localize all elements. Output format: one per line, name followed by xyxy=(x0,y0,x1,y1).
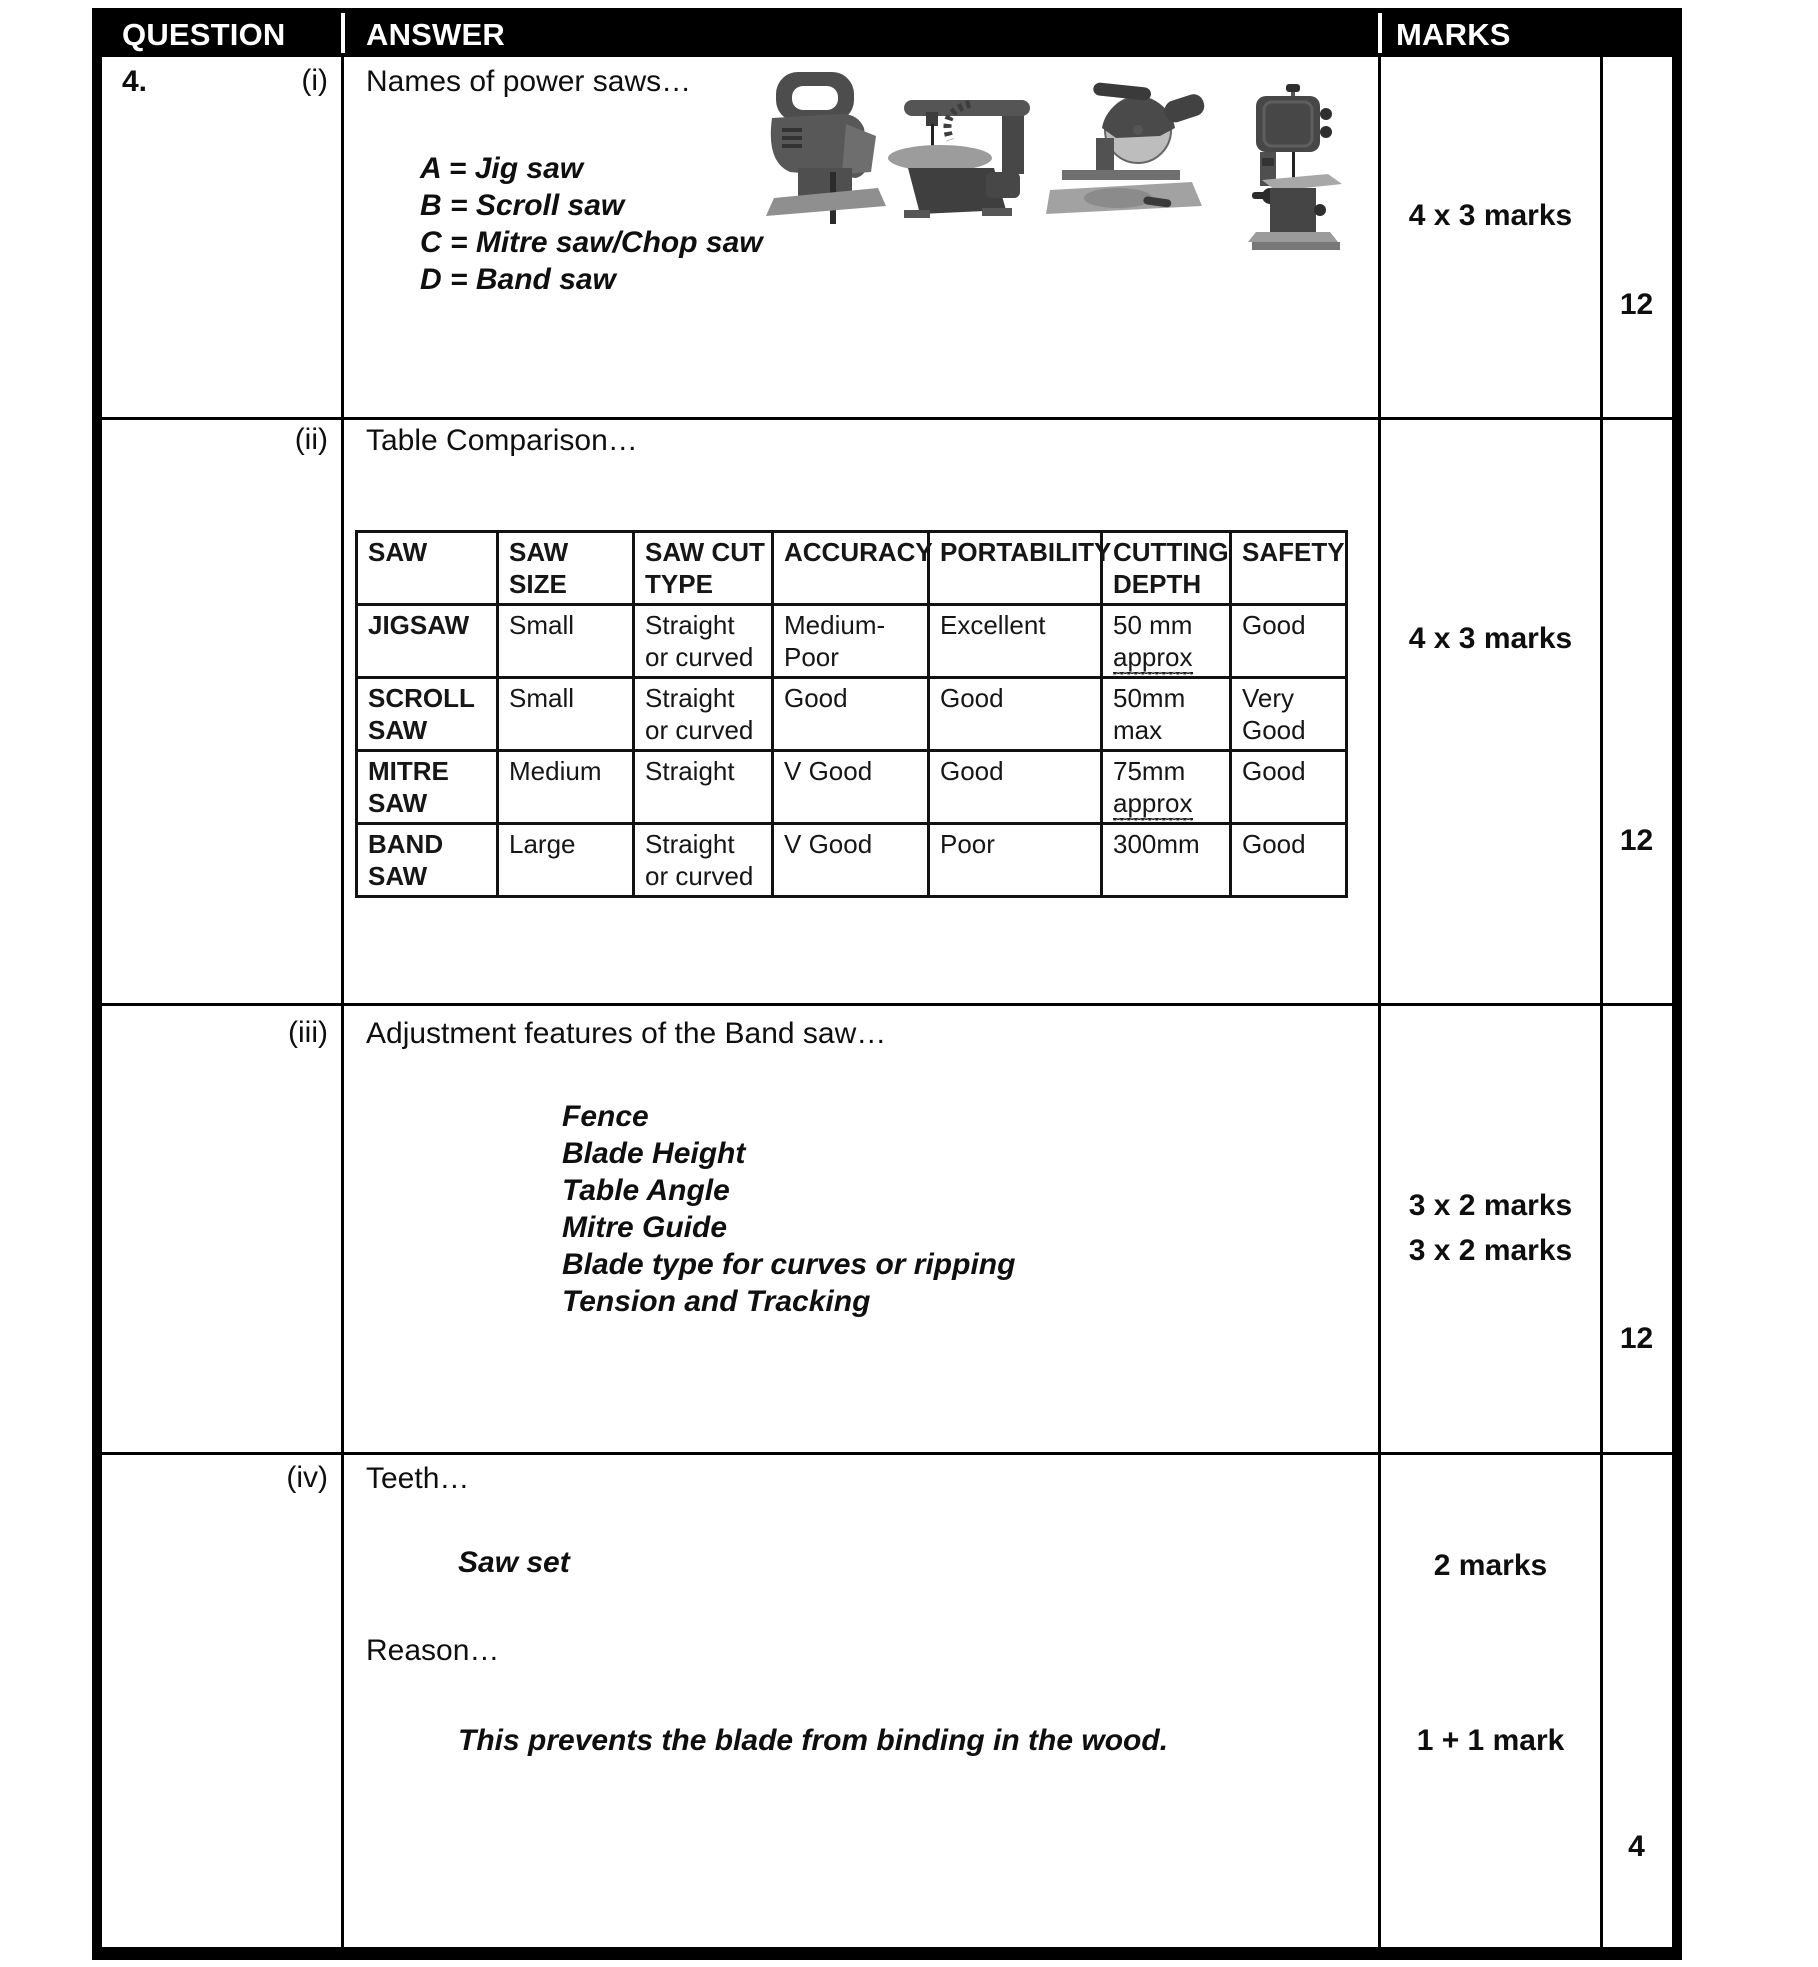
comparison-cell: V Good xyxy=(773,824,929,897)
column-divider-answer-marks xyxy=(1378,57,1381,1947)
row-divider xyxy=(102,1452,1672,1455)
marks-i: 4 x 3 marks xyxy=(1408,199,1573,232)
marks-line: 3 x 2 marks xyxy=(1408,1189,1573,1222)
scroll-saw-image xyxy=(874,82,1052,228)
comparison-cell: 75mm approx xyxy=(1102,751,1231,824)
answer-intro-iv: Teeth… xyxy=(366,1462,470,1495)
answer-intro-iii: Adjustment features of the Band saw… xyxy=(366,1017,887,1050)
answer-intro-ii: Table Comparison… xyxy=(366,424,638,457)
total-iv: 4 xyxy=(1628,1830,1645,1863)
comparison-cell: Straight or curved xyxy=(634,824,773,897)
comparison-cell: SCROLL SAW xyxy=(357,678,498,751)
header-marks: MARKS xyxy=(1396,17,1511,52)
comparison-cell: Good xyxy=(929,678,1102,751)
header-question: QUESTION xyxy=(122,17,286,52)
jigsaw-image xyxy=(738,66,890,244)
mitre-saw-icon xyxy=(1044,74,1206,230)
marks-iv-reason: 1 + 1 mark xyxy=(1416,1724,1565,1757)
comparison-header-cell: ACCURACY xyxy=(773,532,929,605)
answer-item: D = Band saw xyxy=(420,263,616,296)
marks-iv-teeth: 2 marks xyxy=(1433,1549,1548,1582)
column-divider-question-answer xyxy=(341,57,344,1947)
comparison-header-row xyxy=(357,532,1347,605)
header-divider-gap xyxy=(341,13,345,53)
answer-item: B = Scroll saw xyxy=(420,189,625,222)
teeth-answer: Saw set xyxy=(458,1546,570,1579)
comparison-cell: Good xyxy=(929,751,1102,824)
comparison-cell: Straight xyxy=(634,751,773,824)
comparison-row xyxy=(357,751,1347,824)
mitre-saw-image xyxy=(1044,74,1206,230)
answer-item: Blade type for curves or ripping xyxy=(562,1248,1016,1281)
comparison-cell: BAND SAW xyxy=(357,824,498,897)
comparison-cell: Poor xyxy=(929,824,1102,897)
answer-item: Blade Height xyxy=(562,1137,746,1170)
comparison-header-cell: CUTTING DEPTH xyxy=(1102,532,1231,605)
column-divider-marks-total xyxy=(1600,57,1603,1947)
comparison-cell: 50mm max xyxy=(1102,678,1231,751)
approx-underlined-text: approx xyxy=(1113,642,1193,672)
jigsaw-icon xyxy=(738,66,890,244)
comparison-header-cell: PORTABILITY xyxy=(929,532,1102,605)
comparison-cell: Small xyxy=(498,678,634,751)
comparison-cell: Good xyxy=(773,678,929,751)
question-number: 4. xyxy=(122,65,148,98)
comparison-row xyxy=(357,678,1347,751)
comparison-cell: Straight or curved xyxy=(634,605,773,678)
question-part-ii: (ii) xyxy=(294,423,328,456)
band-saw-image xyxy=(1240,84,1352,254)
comparison-cell: Small xyxy=(498,605,634,678)
header-divider-gap xyxy=(1378,13,1382,53)
answer-item: C = Mitre saw/Chop saw xyxy=(420,226,763,259)
comparison-row xyxy=(357,605,1347,678)
question-part-iv: (iv) xyxy=(286,1461,328,1494)
approx-underlined-text: approx xyxy=(1113,788,1193,818)
comparison-header-cell: SAW CUT TYPE xyxy=(634,532,773,605)
comparison-cell: Large xyxy=(498,824,634,897)
total-iii: 12 xyxy=(1619,1322,1654,1355)
row-divider xyxy=(102,417,1672,420)
comparison-row xyxy=(357,824,1347,897)
comparison-cell: 300mm xyxy=(1102,824,1231,897)
band-saw-feature-list xyxy=(562,1098,1015,1320)
answer-item: Mitre Guide xyxy=(562,1211,728,1244)
comparison-table xyxy=(355,530,1348,898)
comparison-cell: Good xyxy=(1231,605,1347,678)
comparison-cell: JIGSAW xyxy=(357,605,498,678)
scroll-saw-icon xyxy=(874,82,1052,228)
comparison-cell: Excellent xyxy=(929,605,1102,678)
comparison-cell: V Good xyxy=(773,751,929,824)
comparison-cell: Straight or curved xyxy=(634,678,773,751)
comparison-cell: Medium xyxy=(498,751,634,824)
row-divider xyxy=(102,1003,1672,1006)
comparison-cell: MITRE SAW xyxy=(357,751,498,824)
comparison-header-cell: SAW SIZE xyxy=(498,532,634,605)
comparison-header-cell: SAFETY xyxy=(1231,532,1347,605)
comparison-cell: Medium- Poor xyxy=(773,605,929,678)
comparison-cell: Good xyxy=(1231,751,1347,824)
question-part-i: (i) xyxy=(301,64,328,97)
total-ii: 12 xyxy=(1619,824,1654,857)
marks-ii: 4 x 3 marks xyxy=(1408,622,1573,655)
comparison-cell: Good xyxy=(1231,824,1347,897)
header-answer: ANSWER xyxy=(366,17,505,52)
band-saw-icon xyxy=(1240,84,1352,254)
comparison-cell: Very Good xyxy=(1231,678,1347,751)
marks-line: 3 x 2 marks xyxy=(1408,1234,1573,1267)
question-part-iii: (iii) xyxy=(288,1016,328,1049)
comparison-header-cell: SAW xyxy=(357,532,498,605)
marks-iii xyxy=(1384,1183,1597,1273)
saw-comparison-table xyxy=(355,530,1348,898)
answer-item: Table Angle xyxy=(562,1174,730,1207)
total-i: 12 xyxy=(1619,288,1654,321)
table-outer-border xyxy=(92,8,1682,1960)
power-saw-answer-list xyxy=(420,150,763,298)
comparison-cell: 50 mm approx xyxy=(1102,605,1231,678)
answer-item: Tension and Tracking xyxy=(562,1285,871,1318)
answer-intro-i: Names of power saws… xyxy=(366,65,692,98)
answer-item: A = Jig saw xyxy=(420,152,584,185)
reason-answer: This prevents the blade from binding in the wood. xyxy=(458,1724,1169,1757)
reason-label: Reason… xyxy=(366,1634,500,1667)
answer-item: Fence xyxy=(562,1100,649,1133)
